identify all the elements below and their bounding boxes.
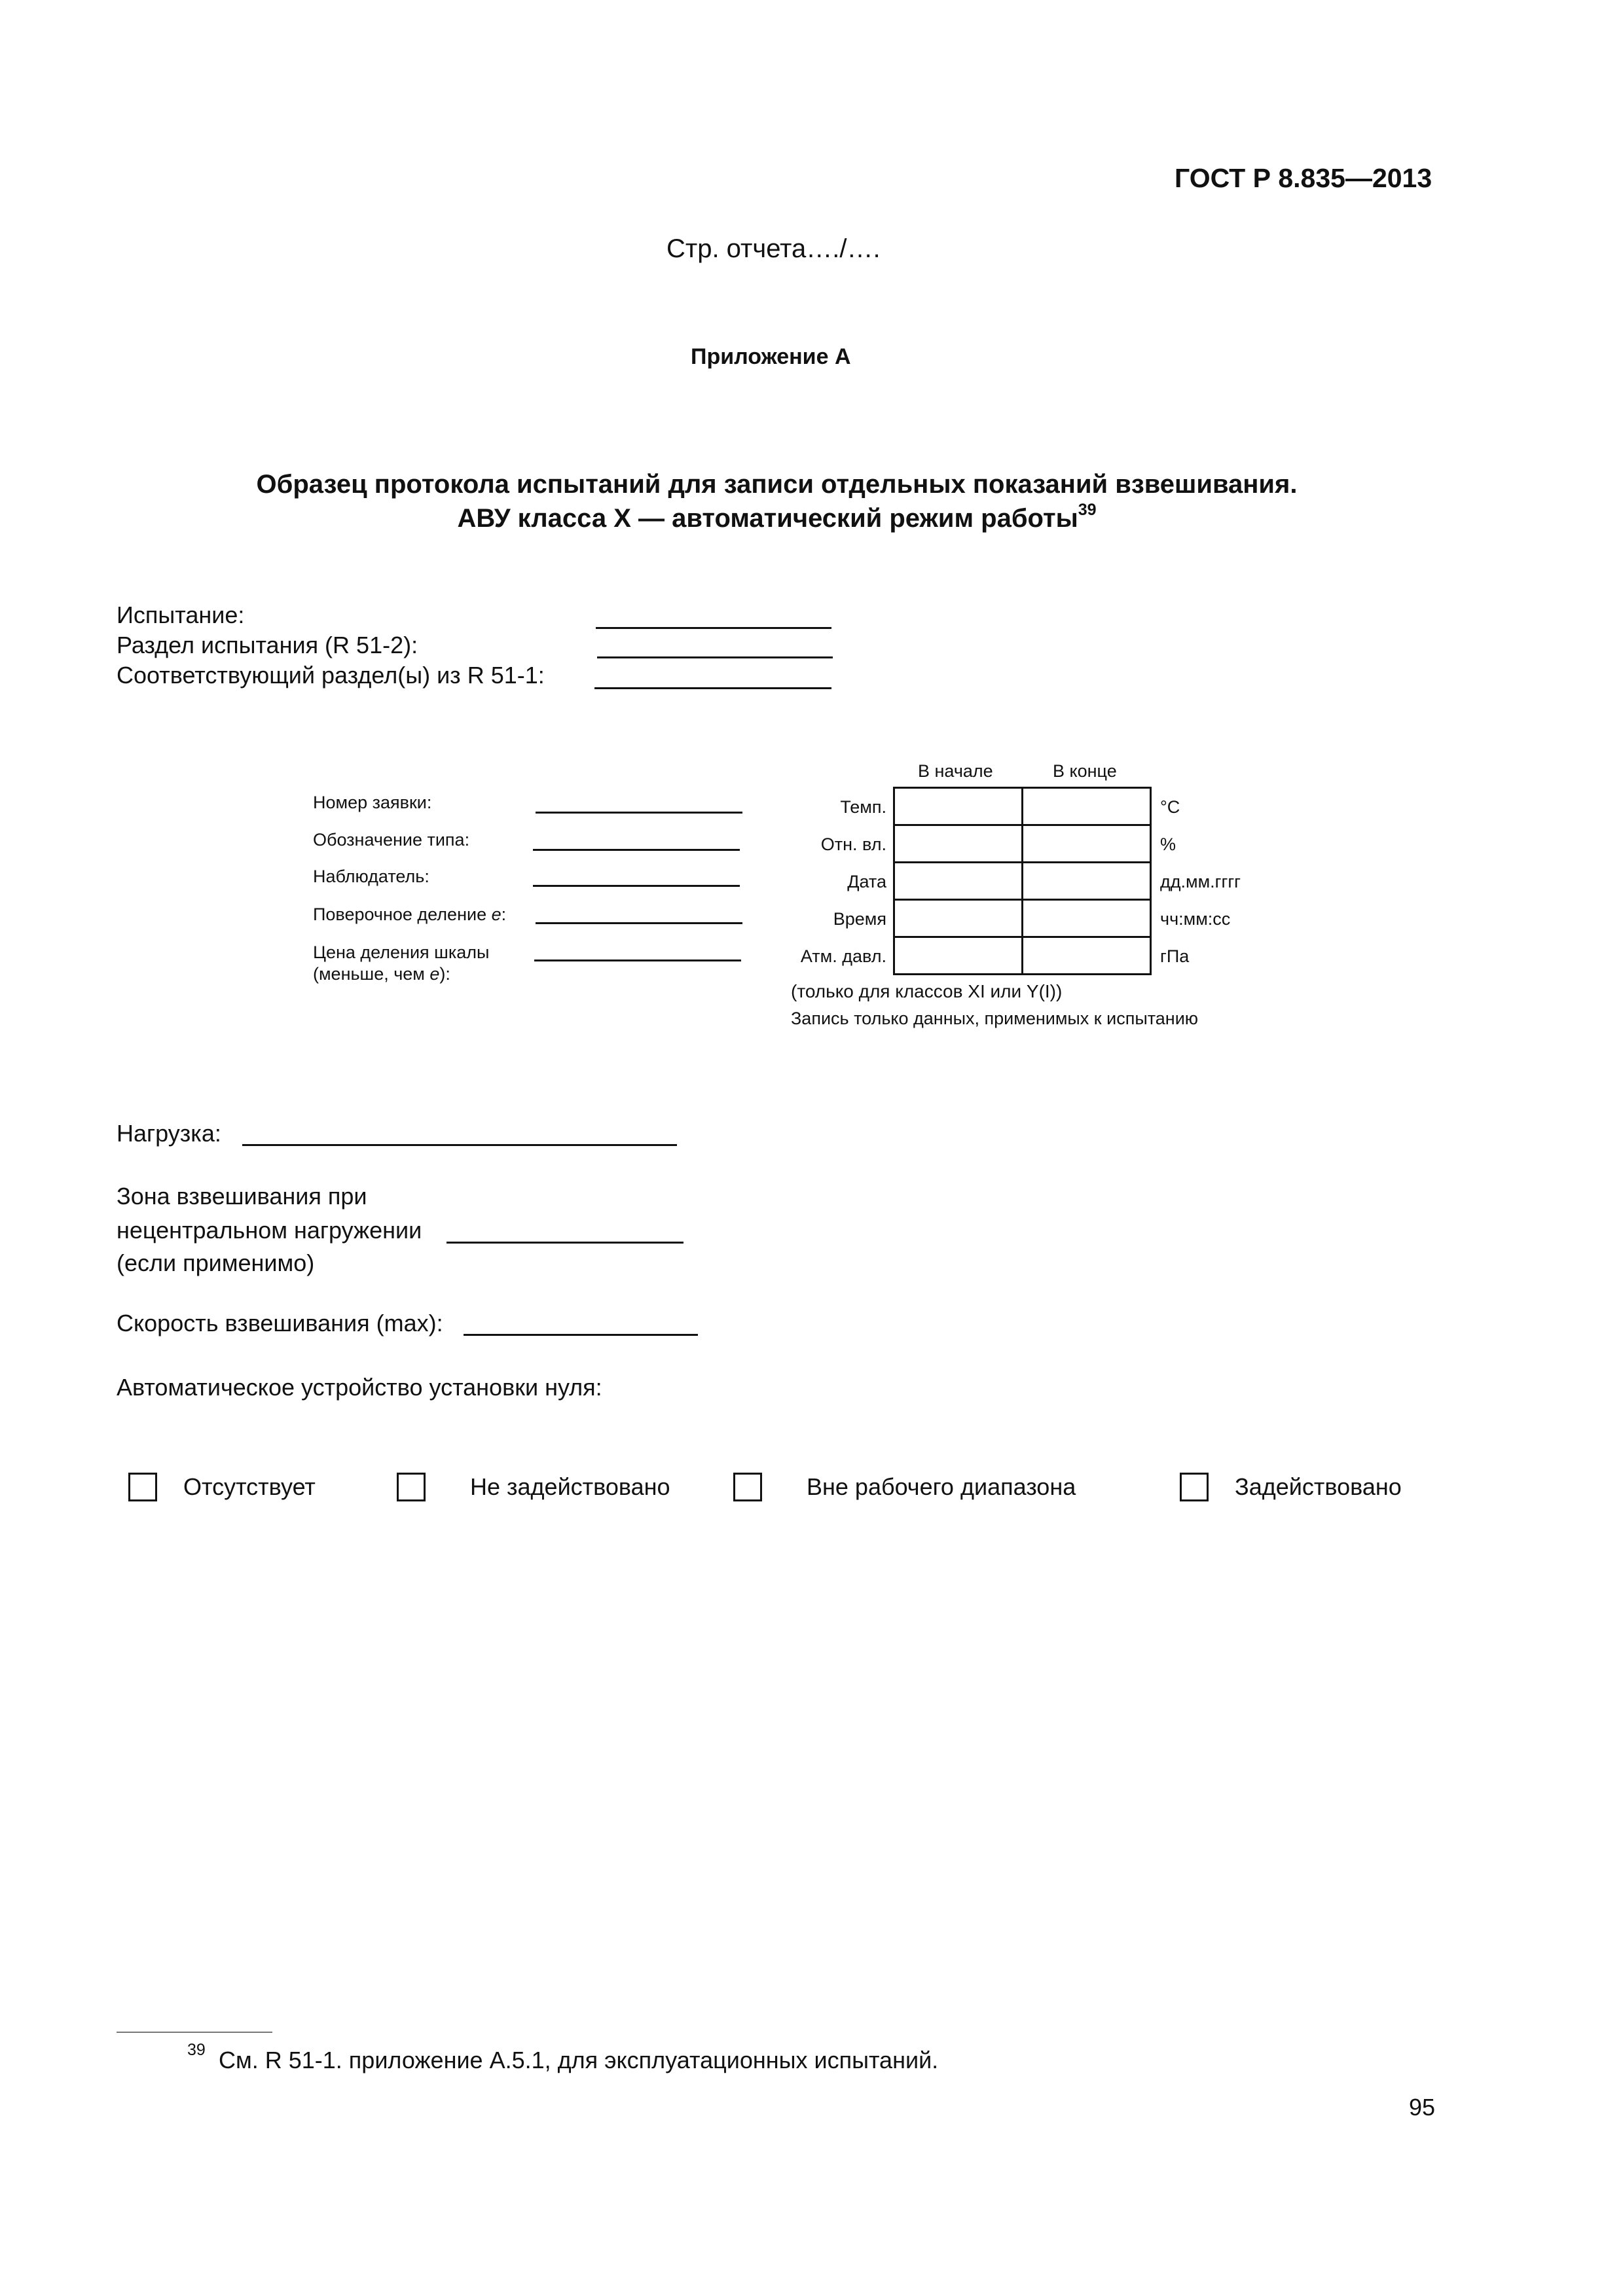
footnote-text: См. R 51-1. приложение А.5.1, для эксплуатационных испытаний. xyxy=(219,2047,939,2073)
time-start-cell[interactable] xyxy=(893,899,1023,938)
standard-number: ГОСТ Р 8.835—2013 xyxy=(1175,163,1432,193)
row-label-pressure: Атм. давл. xyxy=(800,946,886,966)
row-label-date: Дата xyxy=(847,872,886,891)
load-input-line[interactable] xyxy=(242,1144,677,1146)
scale-division-symbol: e xyxy=(429,964,440,984)
weighing-speed-input-line[interactable] xyxy=(464,1334,698,1336)
option-engaged-label: Задействовано xyxy=(1235,1473,1402,1500)
test-section-input-line[interactable] xyxy=(597,656,833,658)
annex-title: Приложение А xyxy=(691,344,851,369)
corresponding-section-input-line[interactable] xyxy=(594,687,831,689)
column-header-start: В начале xyxy=(918,761,993,781)
row-label-temperature: Темп. xyxy=(840,797,886,817)
verification-division-input-line[interactable] xyxy=(536,922,742,924)
date-start-cell[interactable] xyxy=(893,861,1023,901)
option-not-engaged-checkbox[interactable] xyxy=(397,1473,426,1501)
date-end-cell[interactable] xyxy=(1021,861,1152,901)
unit-time: чч:мм:сс xyxy=(1160,909,1231,929)
column-header-end: В конце xyxy=(1053,761,1117,781)
test-section-label: Раздел испытания (R 51-2): xyxy=(117,632,418,658)
weighing-zone-label-line3: (если применимо) xyxy=(117,1249,315,1276)
option-out-of-range-checkbox[interactable] xyxy=(733,1473,762,1501)
time-end-cell[interactable] xyxy=(1021,899,1152,938)
weighing-speed-label: Скорость взвешивания (max): xyxy=(117,1310,443,1336)
page-number: 95 xyxy=(1409,2094,1436,2121)
scale-division-text: (меньше, чем xyxy=(313,964,430,984)
row-label-time: Время xyxy=(833,909,886,929)
request-number-label: Номер заявки: xyxy=(313,793,432,812)
pressure-start-cell[interactable] xyxy=(893,936,1023,975)
document-title-line2 xyxy=(0,501,1554,533)
option-engaged-checkbox[interactable] xyxy=(1180,1473,1209,1501)
scale-division-label-line2 xyxy=(313,965,450,983)
load-label: Нагрузка: xyxy=(117,1120,221,1147)
type-designation-label: Обозначение типа: xyxy=(313,830,470,850)
option-absent-checkbox[interactable] xyxy=(128,1473,157,1501)
observer-label: Наблюдатель: xyxy=(313,867,429,886)
footnote-separator xyxy=(117,2032,272,2033)
humidity-start-cell[interactable] xyxy=(893,824,1023,863)
unit-date: дд.мм.гггг xyxy=(1160,872,1241,891)
zero-setting-device-label: Автоматическое устройство установки нуля: xyxy=(117,1374,602,1401)
conditions-note-classes: (только для классов XI или Y(I)) xyxy=(791,981,1063,1001)
humidity-end-cell[interactable] xyxy=(1021,824,1152,863)
pressure-end-cell[interactable] xyxy=(1021,936,1152,975)
row-label-humidity: Отн. вл. xyxy=(820,834,886,854)
title-footnote-ref: 39 xyxy=(1078,501,1097,519)
temperature-end-cell[interactable] xyxy=(1021,787,1152,826)
verification-division-text: Поверочное деление xyxy=(313,905,492,924)
test-input-line[interactable] xyxy=(596,627,831,629)
conditions-note-applicable: Запись только данных, применимых к испытанию xyxy=(791,1009,1199,1028)
weighing-zone-label-line2: нецентральном нагружении xyxy=(117,1217,422,1244)
scale-division-label-line1: Цена деления шкалы xyxy=(313,942,490,962)
unit-humidity: % xyxy=(1160,834,1176,854)
document-title-line1: Образец протокола испытаний для записи отдельных показаний взвешивания. xyxy=(256,470,1298,499)
temperature-start-cell[interactable] xyxy=(893,787,1023,826)
observer-input-line[interactable] xyxy=(533,885,740,887)
option-not-engaged-label: Не задействовано xyxy=(470,1473,670,1500)
weighing-zone-input-line[interactable] xyxy=(447,1242,684,1244)
option-out-of-range-label: Вне рабочего диапазона xyxy=(807,1473,1076,1500)
request-number-input-line[interactable] xyxy=(536,812,742,814)
verification-division-colon: : xyxy=(501,905,507,924)
scale-division-suffix: ): xyxy=(439,964,450,984)
unit-temperature: °C xyxy=(1160,797,1180,817)
test-label: Испытание: xyxy=(117,601,245,628)
footnote-number: 39 xyxy=(187,2041,206,2059)
type-designation-input-line[interactable] xyxy=(533,849,740,851)
document-title-line2-text: АВУ класса X — автоматический режим работы xyxy=(457,504,1078,533)
weighing-zone-label-line1: Зона взвешивания при xyxy=(117,1183,367,1210)
corresponding-section-label: Соответствующий раздел(ы) из R 51-1: xyxy=(117,662,545,689)
unit-pressure: гПа xyxy=(1160,946,1190,966)
option-absent-label: Отсутствует xyxy=(183,1473,316,1500)
report-page-indicator: Стр. отчета…./…. xyxy=(666,234,881,263)
verification-division-label xyxy=(313,906,506,924)
verification-division-symbol: e xyxy=(491,905,501,924)
scale-division-input-line[interactable] xyxy=(534,960,741,961)
